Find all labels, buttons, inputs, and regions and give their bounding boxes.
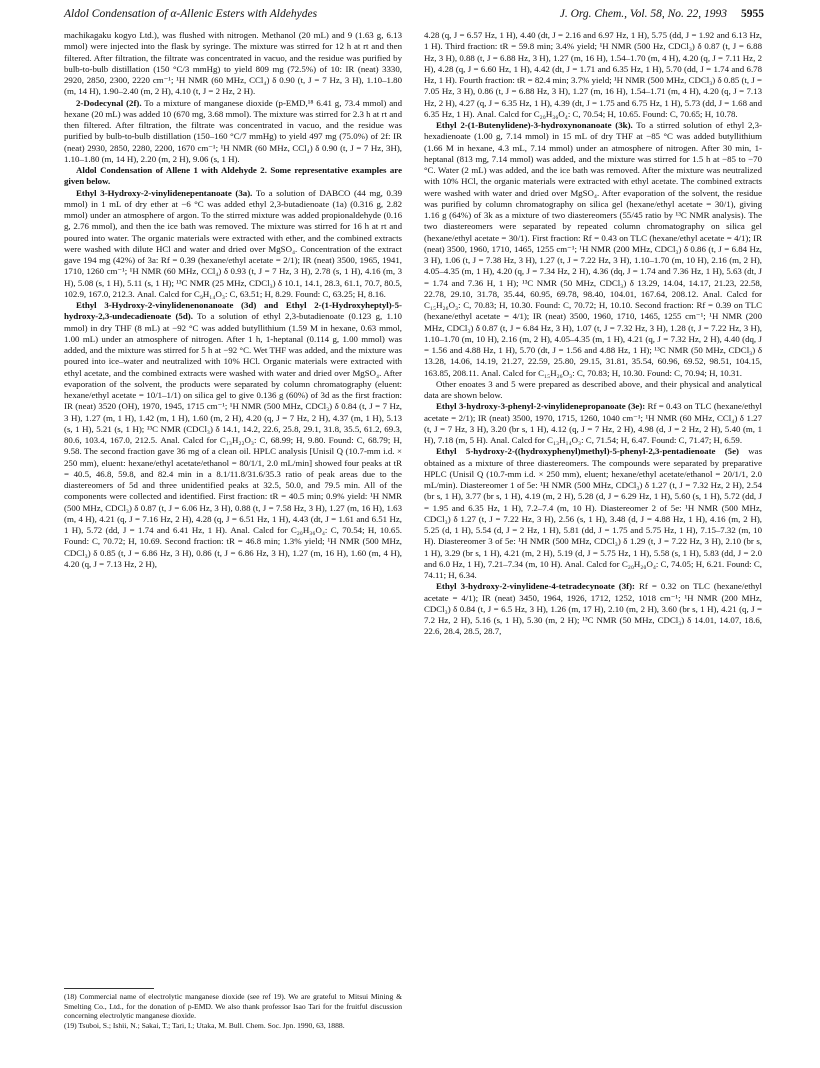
page-number: 5955 — [741, 8, 764, 20]
paragraph-text: 4.28 (q, J = 6.57 Hz, 1 H), 4.40 (dt, J = 2.16 and 6.97 Hz, 1 H), 5.75 (dd, J = 1.92 and 6.13 Hz, 1 H). Third fraction: tR = 59.8 min; 3.4% yield; ¹H NMR (500 Hz, CDCl₃) δ 0.87 (t, J = 6.88 Hz, 3 H), 0.88 (t, J = 6.88 Hz, 3 H), 1.27 (m, 16 H), 1.54–1.70 (m, 4 H), 4.20 (q, J = 7.11 Hz, 2 H), 4.28 (q, J = 6.60 Hz, 1 H), 4.42 (dt, J = 1.71 and 6.35 Hz, 1 H), 5.70 (dd, J = 1.74 and 6.78 Hz, 1 H). Fourth fraction: tR = 82.4 min; 3.7% yield; ¹H NMR (500 MHz, CDCl₃) δ 0.85 (t, J = 7.05 Hz, 3 H), 0.86 (t, J = 6.88 Hz, 3 H), 1.27 (m, 16 H), 1.54–1.71 (m, 4 H), 4.20 (q, J = 7.13 Hz, 2 H), 4.27 (q, J = 6.35 Hz, 1 H), 4.39 (dt, J = 1.75 and 6.75 Hz, 1 H), 5.73 (dd, J = 1.68 and 6.35 Hz, 1 H). Anal. Calcd for C₂₀H₃₆O₄: C, 70.54; H, 10.65. Found: C, 70.65; H, 10.78. — [424, 30, 762, 119]
paragraph — [424, 120, 762, 379]
paragraph-text: was obtained as a mixture of three diastereomers. The compounds were separated by preparative HPLC (Unisil Q (10.7-mm i.d. × 250 mm), eluent; hexane/ethyl acetate/ethanol = 20/1/1, 2.0 mL/min). Diastereomer 1 of 5e: ¹H NMR (500 MHz, CDCl₃) δ 1.27 (t, J = 7.32 Hz, 2 H), 2.54 (br s, 1 H), 3.77 (br s, 1 H), 4.19 (m, 2 H), 5.28 (d, J = 6.29 Hz, 1 H), 5.60 (s, 1 H), 5.72 (dd, J = 1.95 and 6.35 Hz, 1 H), 7.2–7.4 (m, 10 H). Diastereomer 2 of 5e: ¹H NMR (500 MHz, CDCl₃) δ 1.27 (t, J = 7.22 Hz, 3 H), 2.56 (s, 1 H), 3.48 (d, J = 4.88 Hz, 1 H), 4.16 (m, 2 H), 5.25 (d, 1 H), 5.54 (d, J = 2 Hz, 1 H), 5.81 (dd, J = 1.75 and 5.75 Hz, 1 H), 7.15–7.32 (m, 10 H). Diastereomer 3 of 5e: ¹H NMR (500 MHz, CDCl₃) δ 1.29 (t, J = 7.22 Hz, 3 H), 2.10 (br s, 1 H), 3.29 (br s, 1 H), 4.21 (m, 2 H), 5.19 (d, J = 5.75 Hz, 1 H), 5.58 (s, 1 H), 5.83 (dd, J = 2.0 and 6.0 Hz, 1 H), 7.21–7.34 (m, 10 H). Anal. Calcd for C₂₀H₂₀O₄: C, 74.05; H, 6.21. Found: C, 74.11; H, 6.34. — [424, 446, 763, 580]
compound-title: Ethyl 3-Hydroxy-2-vinylidenenonanoate (3d) and Ethyl 2-(1-Hydroxyheptyl)-5-hydroxy-2,3-undecadienoate (5d). — [64, 300, 402, 322]
journal-citation — [560, 8, 764, 20]
paragraph — [64, 300, 402, 570]
paragraph-text: To a stirred solution of ethyl 2,3-hexadienoate (1.00 g, 7.14 mmol) in 15 mL of dry THF at −85 °C was added butyllithium (1.66 M in hexane, 4.3 mL, 7.14 mmol) under an atmosphere of nitrogen. After 30 min, 1-heptanal (813 mg, 7.14 mmol) was added, and the mixture was stirred for 1.5 h at −85 to −70 °C. Water (2 mL) was added, and the ice bath was removed. After the mixture was neutralized with 10% HCl, the organic materials were extracted with ethyl acetate. The combined extracts were washed with water and dried over MgSO₄. After evaporation of the solvent, the residue was purified by column chromatography on silica gel (hexane/ethyl acetate = 30/1), giving 1.16 g (64%) of 3k as a mixture of two diastereomers (55/45 ratio by ¹³C NMR analysis). The two diastereomers were separated by repeated column chromatography on silica gel (hexane/ethyl acetate = 30/1). First fraction: Rf = 0.43 on TLC (hexane/ethyl acetate = 4/1); IR (neat) 3500, 1960, 1710, 1465, 1255 cm⁻¹; ¹H NMR (200 MHz, CDCl₃) δ 0.86 (t, J = 6.84 Hz, 3 H), 1.06 (t, J = 7.38 Hz, 3 H), 1.27 (t, J = 7.22 Hz, 3 H), 1.10–1.70 (m, 10 H), 2.16 (m, 2 H), 4.05–4.35 (m, 1 H), 4.20 (q, J = 7.34 Hz, 2 H), 4.36 (dq, J = 1.74 and 7.36 Hz, 1 H), 5.63 (dt, J = 1.74 and 7.36 H, 1 H); ¹³C NMR (50 MHz, CDCl₃) δ 13.29, 14.04, 14.17, 21.23, 22.58, 22.78, 29.10, 31.78, 35.44, 60.95, 69.78, 98.40, 104.01, 167.64, 208.12. Anal. Calcd for C₁₅H₂₆O₃: C, 70.83; H, 10.30. Found: C, 70.72; H, 10.10. Second fraction: Rf = 0.39 on TLC (hexane/ethyl acetate = 4/1); IR (neat) 3500, 1960, 1710, 1465, 1255 cm⁻¹; ¹H NMR (200 MHz, CDCl₃) δ 0.87 (t, J = 6.84 Hz, 3 H), 1.07 (t, J = 7.32 Hz, 3 H), 1.28 (t, J = 7.22 Hz, 3 H), 1.10–1.70 (m, 10 H), 2.16 (m, 2 H), 4.05–4.35 (m, 1 H), 4.21 (q, J = 7.32 Hz, 2 H), 4.40 (dq, J = 1.56 and 4.88 Hz, 1 H), 5.70 (dt, J = 1.56 and 4.88 Hz, 1 H); ¹³C NMR (50 MHz, CDCl₃) δ 13.28, 14.06, 14.19, 21.27, 22.59, 25.80, 29.15, 31.81, 35.54, 60.96, 69.52, 98.51, 104.15, 163.85, 208.11. Anal. Calcd for C₁₅H₂₆O₃: C, 70.83; H, 10.30. Found: C, 70.94; H, 10.31. — [424, 120, 762, 378]
footnotes — [64, 988, 402, 1030]
left-column — [64, 30, 402, 570]
paragraph-text: Aldol Condensation of Allene 1 with Aldehyde 2. Some representative examples are given below. — [64, 165, 402, 187]
paragraph — [424, 379, 762, 402]
compound-title: Ethyl 5-hydroxy-2-((hydroxyphenyl)methyl)-5-phenyl-2,3-pentadienoate (5e) — [436, 446, 739, 457]
paragraph-text: Rf = 0.43 on TLC (hexane/ethyl acetate = 2/1); IR (neat) 3500, 1970, 1715, 1260, 1040 cm⁻¹; ¹H NMR (60 MHz, CCl₄) δ 1.27 (t, J = 7 Hz, 3 H), 3.20 (br s, 1 H), 4.12 (q, J = 7 Hz, 2 H), 4.98 (d, J = 2 Hz, 2 H), 5.40 (m, 1 H), 7.18 (m, 5 H). Anal. Calcd for C₁₃H₁₄O₃: C, 71.54; H, 6.47. Found: C, 71.47; H, 6.59. — [424, 401, 762, 445]
paragraph-text: To a solution of ethyl 2,3-butadienoate (0.123 g, 1.10 mmol) in dry THF (8 mL) at −92 °C was added butyllithium (1.59 M in hexane, 0.63 mmol, 1.00 mL) under an atmosphere of nitrogen. After 1 h, 1-heptanal (0.114 g, 1.00 mmol) was added, and the mixture was stirred for 5 h at −92 °C. Wet THF was added, and the mixture was poured into ice–water and neutralized with 10% HCl. Organic materials were extracted with ethyl acetate, and the combined extracts were washed with water and dried over MgSO₄. After evaporation of the solvent, the products were separated by column chromatography (eluent: hexane/ethyl acetate = 10/1–1/1) on silica gel to give 0.136 g (60%) of 3d as the first fraction: IR (neat) 3520 (OH), 1970, 1945, 1715 cm⁻¹; ¹H NMR (500 MHz, CDCl₃) δ 0.84 (t, J = 7 Hz, 3 H), 1.27 (m, 1 H), 1.42 (m, 1 H), 1.60 (m, 2 H), 4.20 (q, J = 7 Hz, 2 H), 4.37 (m, 1 H), 5.13 (s, 1 H), 5.21 (s, 1 H); ¹³C NMR (CDCl₃) δ 14.1, 14.2, 22.6, 25.8, 29.1, 31.8, 35.5, 61.2, 69.3, 80.6, 103.4, 167.0, 212.5. Anal. Calcd for C₁₃H₂₂O₃: C, 68.99; H, 9.80. Found: C, 68.79; H, 9.58. The second fraction gave 36 mg of a clean oil. HPLC analysis [Unisil Q (10.7-mm i.d. × 250 mm), eluent: hexane/ethyl acetate/ethanol = 80/1/1, 2.0 mL/min] showed four peaks at tR = 40.5, 46.8, 59.8, and 82.4 min in a 8.1/11.8/31.6/35.3 ratio of peak areas due to the diastereomers of 5d and three unidentified peaks at 32.5, 50.0, and 79.5 min. All of the components were collected and identified. First fraction: tR = 40.5 min; 0.9% yield: ¹H NMR (500 MHz, CDCl₃) δ 0.87 (t, J = 6.06 Hz, 3 H), 0.88 (t, J = 7.58 Hz, 3 H), 1.27 (m, 16 H), 1.63 (m, 4 H), 4.21 (q, J = 7.16 Hz, 2 H), 4.28 (q, J = 6.51 Hz, 1 H), 4.43 (dt, J = 1.61 and 6.51 Hz, 1 H), 5.72 (dd, J = 1.74 and 6.41 Hz, 1 H). Anal. Calcd for C₂₀H₃₆O₄: C, 70.54; H, 10.65. Found: C, 70.72; H, 10.69. Second fraction: tR = 46.8 min; 1.3% yield; ¹H NMR (500 MHz, CDCl₃) δ 0.85 (t, J = 6.86 Hz, 3 H), 0.86 (t, J = 6.86 Hz, 3 H), 1.27 (m, 16 H), 1.60 (m, 4 H), 4.20 (q, J = 7.13 Hz, 2 H), — [64, 311, 402, 569]
paragraph — [424, 581, 762, 637]
paragraph-text: To a mixture of manganese dioxide (p-EMD,¹⁸ 6.41 g, 73.4 mmol) and hexane (20 mL) was added 10 (670 mg, 3.68 mmol). The mixture was stirred for 2.3 h at rt and then filtered. After filtration, the filtrate was concentrated in vacuo, and the residue was purified by bulb-to-bulb distillation (150–160 °C/7 mmHg) to yield 497 mg (75.0%) of 2f: IR (neat) 2930, 2850, 2280, 2200, 1670 cm⁻¹; ¹H NMR (60 MHz, CCl₄) δ 0.90 (t, J = 7 Hz, 3H), 1.10–1.80 (m, 14 H), 2.20 (m, 2 H), 9.06 (s, 1 H). — [64, 97, 402, 164]
running-title: Aldol Condensation of α-Allenic Esters with Aldehydes — [64, 8, 318, 20]
compound-title: Ethyl 3-hydroxy-3-phenyl-2-vinylidenepropanoate (3e): — [436, 401, 646, 412]
paragraph — [424, 401, 762, 446]
paragraph — [64, 98, 402, 166]
footnote: (18) Commercial name of electrolytic manganese dioxide (see ref 19). We are grateful to Mitsui Mining & Smelting Co., Ltd., for the donation of p-EMD. We also thank professor Isao Tari for the fruitful discussion concerning electrolytic manganese dioxide. — [64, 992, 402, 1021]
paragraph — [64, 30, 402, 98]
paragraph-text: machikagaku kogyo Ltd.), was flushed with nitrogen. Methanol (20 mL) and 9 (1.63 g, 6.13 mmol) were injected into the flask by syringe. The mixture was stirred for 12 h at rt and then filtered. After filtration, the filtrate was concentrated in vacuo, and the residue was purified by bulb-to-bulb distillation (150 °C/3 mmHg) to yield 809 mg (72.5%) of 10: IR (neat) 3330, 2920, 2850, 2300, 2220 cm⁻¹; ¹H NMR (60 MHz, CCl₄) δ 0.90 (t, J = 7 Hz, 3 H), 1.10–1.80 (m, 14 H), 1.90–2.40 (m, 2 H), 4.10 (t, J = 2 Hz, 2 H). — [64, 30, 402, 97]
paragraph — [424, 446, 762, 581]
compound-title: Ethyl 3-Hydroxy-2-vinylidenepentanoate (3a). — [76, 187, 253, 198]
compound-title: 2-Dodecynal (2f). — [76, 97, 142, 108]
compound-title: Ethyl 2-(1-Butenylidene)-3-hydroxynonanoate (3k). — [436, 120, 633, 130]
footnote-rule — [64, 988, 154, 989]
journal-name: J. Org. Chem., Vol. 58, No. 22, 1993 — [559, 8, 727, 20]
section-heading — [64, 165, 402, 188]
compound-title: Ethyl 3-hydroxy-2-vinylidene-4-tetradecynoate (3f): — [436, 581, 635, 592]
paragraph-text: Other enoates 3 and 5 were prepared as described above, and their physical and analytical data are shown below. — [424, 378, 762, 400]
paragraph — [64, 188, 402, 301]
paragraph-text: To a solution of DABCO (44 mg, 0.39 mmol) in 1 mL of dry ether at −6 °C was added ethyl 2,3-butadienoate (1a) (0.316 g, 2.82 mmol) under an atmosphere of argon. To the stirred mixture was added propionaldehyde (0.16 g, 2.76 mmol), and then the ice bath was removed. The mixture was stirred for 16 h at rt and poured into water. The organic materials were extracted with ether, and the combined extracts were washed with dilute HCl and water and dried over MgSO₄. Concentration of the extract gave 194 mg (42%) of 3a: Rf = 0.39 (hexane/ethyl acetate = 2/1); IR (neat) 3500, 1965, 1941, 1710, 1260 cm⁻¹; ¹H NMR (60 MHz, CCl₄) δ 0.93 (t, J = 7 Hz, 3 H), 2.78 (s, 1 H), 4.16 (m, 3 H), 5.08 (s, 1 H), 5.11 (s, 1 H); ¹³C NMR (25 MHz, CDCl₃) δ 10.1, 14.1, 28.3, 61.1, 70.7, 80.5, 102.9, 167.0, 212.3. Anal. Calcd for C₉H₁₄O₃: C, 63.51; H, 8.29. Found: C, 63.25; H, 8.16. — [64, 187, 402, 299]
right-column — [424, 30, 762, 638]
paragraph — [424, 30, 762, 120]
footnote: (19) Tsuboi, S.; Ishii, N.; Sakai, T.; Tari, I.; Utaka, M. Bull. Chem. Soc. Jpn. 1990, 63, 1888. — [64, 1020, 345, 1030]
paragraph-text: Rf = 0.32 on TLC (hexane/ethyl acetate = 4/1); IR (neat) 3450, 1964, 1926, 1712, 1252, 1018 cm⁻¹; ¹H NMR (200 MHz, CDCl₃) δ 0.84 (t, J = 6.5 Hz, 3 H), 1.26 (m, 17 H), 2.10 (m, 2 H), 3.60 (br s, 1 H), 4.21 (q, J = 7.2 Hz, 2 H), 5.16 (s, 1 H), 5.30 (m, 2 H); ¹³C NMR (50 MHz, CDCl₃) δ 14.01, 14.07, 18.6, 22.6, 28.4, 28.5, 28.7, — [424, 581, 762, 637]
running-header — [64, 8, 764, 26]
